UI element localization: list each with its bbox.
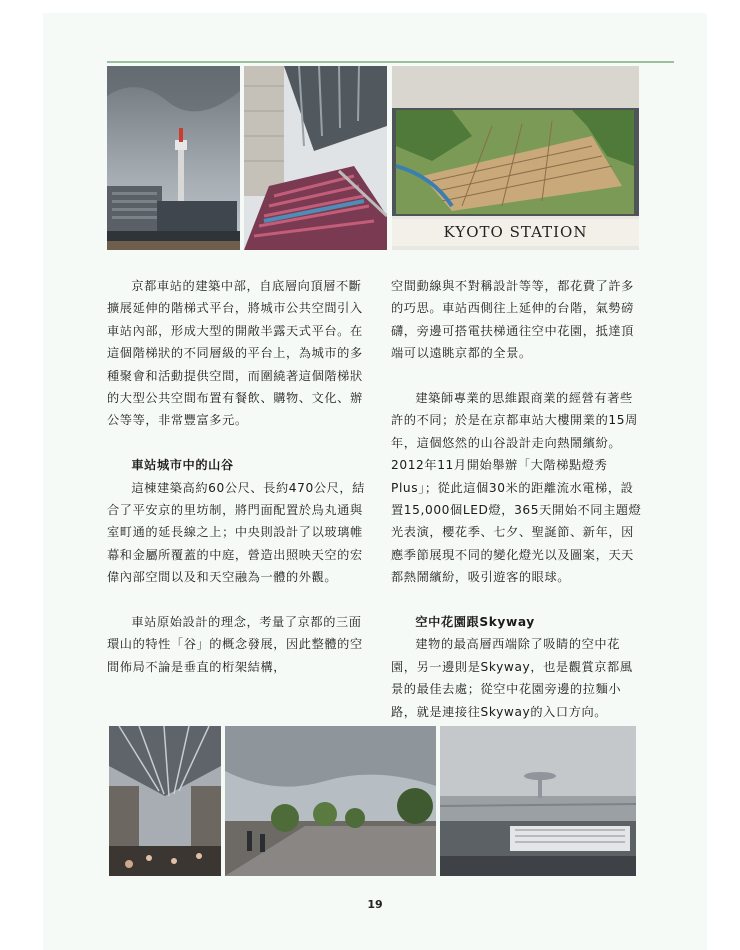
paragraph: 建築師專業的思維跟商業的經營有著些許的不同；於是在京都車站大樓開業的15周年，這個悠然的山谷設計走向熱鬧繽紛。2012年11月開始舉辦「大階梯點燈秀Plus」；從此這個30米的距離流水電梯，設置15,000個LED燈，365天開始不同主題燈光表演，櫻花季、七夕、聖誕節、新年，因應季節展現不同的變化燈光以及圖案，天天都熱鬧繽紛，吸引遊客的眼球。: [391, 391, 642, 585]
paragraph: 建物的最高層西端除了吸睛的空中花園，另一邊則是Skyway，也是觀賞京都風景的最佳去處；從空中花園旁邊的拉麵小路，就是連接往Skyway的入口方向。: [391, 637, 633, 719]
paragraph: 京都車站的建築中部，自底層向頂層不斷擴展延伸的階梯式平台，將城市公共空間引入車站內部，形成大型的開敞半露天式平台。在這個階梯狀的不同層級的平台上，為城市的多種聚會和活動提供空間，而圍繞著這個階梯狀的大型公共空間布置有餐飲、購物、文化、辦公等等，非常豐富多元。: [107, 279, 363, 428]
photo-atrium: [109, 726, 221, 876]
paragraph: 空間動線與不對稱設計等等，都花費了許多的巧思。車站西側往上延伸的台階，氣勢磅礴，旁邊可搭電扶梯通往空中花園，抵達頂端可以遠眺京都的全景。: [391, 279, 634, 361]
photo-kyoto-tower: [107, 66, 240, 250]
right-column: [391, 275, 643, 723]
left-column: [107, 275, 370, 678]
top-divider: [107, 61, 674, 63]
photo-grand-staircase: [244, 66, 387, 250]
paragraph: 這棟建築高約60公尺、長約470公尺，結合了平安京的里坊制，將門面配置於烏丸通與室町通的延長線之上；中央則設計了以玻璃帷幕和金屬所覆蓋的中庭，營造出照映天空的宏偉內部空間以及和天空融為一體的外觀。: [107, 480, 365, 585]
section-heading: 車站城市中的山谷: [131, 458, 234, 473]
photo-sky-garden: [225, 726, 436, 876]
station-sign: KYOTO STATION: [392, 219, 639, 246]
section-heading: 空中花園跟Skyway: [415, 615, 535, 630]
page-number: 19: [367, 898, 383, 911]
paragraph: 車站原始設計的理念，考量了京都的三面環山的特性「谷」的概念發展，因此整體的空間佈局不論是垂直的桁架結構，: [107, 615, 363, 674]
photo-skyway-view: [440, 726, 636, 876]
photo-kyoto-station-map: [392, 66, 639, 250]
magazine-page: [43, 13, 707, 950]
